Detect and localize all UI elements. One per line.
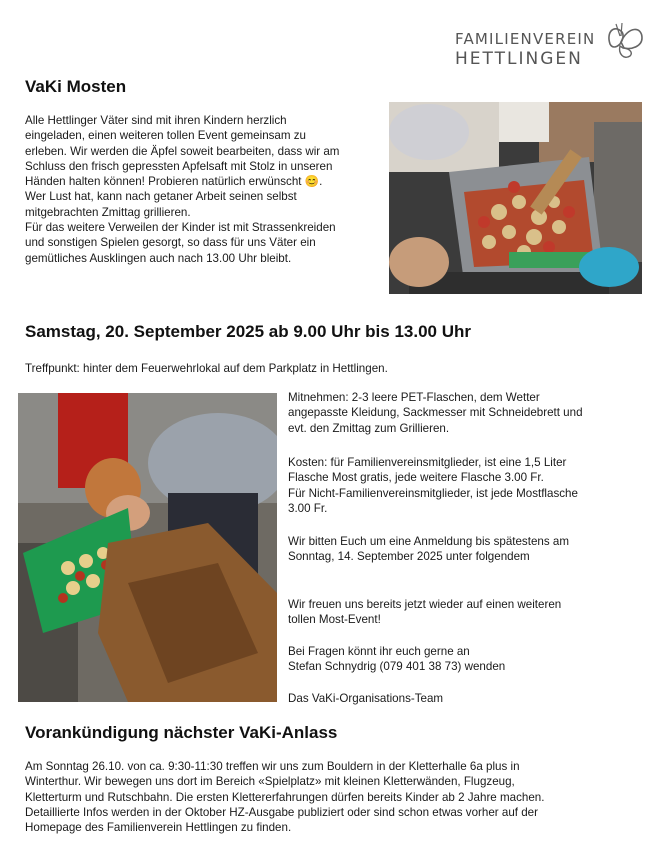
intro-paragraph <box>25 113 385 266</box>
text-line: eingeladen, einen weiteren tollen Event gemeinsam zu <box>25 129 307 143</box>
contact-line: Stefan Schnydrig (079 401 38 73) wenden <box>288 660 506 674</box>
bring-line: evt. den Zmittag zum Grillieren. <box>288 421 450 435</box>
text-line: Alle Hettlinger Väter sind mit ihren Kindern herzlich <box>25 114 287 127</box>
cost-line: Für Nicht-Familienvereinsmitglieder, ist jede Mostflasche <box>288 486 578 500</box>
cost-line: Flasche Most gratis, jede weitere Flasche 3.00 Fr. <box>288 471 544 485</box>
text-line: Wer Lust hat, kann nach getaner Arbeit seinen selbst <box>25 190 297 204</box>
event-details <box>288 390 640 436</box>
cost-line: Kosten: für Familienvereinsmitglieder, ist eine 1,5 Liter <box>288 456 567 469</box>
register-line: Wir bitten Euch um eine Anmeldung bis spätestens am <box>288 535 569 548</box>
text-line: Für das weitere Verweilen der Kinder ist mit Strassenkreiden <box>25 221 336 235</box>
text-line: und sonstigen Spielen gesorgt, so dass für uns Väter ein <box>25 236 316 250</box>
cost-line: 3.00 Fr. <box>288 501 328 515</box>
closing-line: Wir freuen uns bereits jetzt wieder auf einen weiteren <box>288 598 562 611</box>
cost-details <box>288 455 640 516</box>
contact-line: Bei Fragen könnt ihr euch gerne an <box>288 645 470 658</box>
text-line: gemütliches Ausklingen auch nach 13.00 Uhr bleibt. <box>25 251 292 265</box>
bring-line: angepasste Kleidung, Sackmesser mit Schneidebrett und <box>288 406 583 420</box>
logo-line-1: FAMILIENVEREIN <box>455 30 596 48</box>
section-title-vaki-mosten: VaKi Mosten <box>25 77 127 96</box>
meeting-point-text: Treffpunkt: hinter dem Feuerwehrlokal auf dem Parkplatz in Hettlingen. <box>25 362 388 375</box>
logo-line-2: HETTLINGEN <box>455 49 583 69</box>
contact-details <box>288 644 640 675</box>
registration-details <box>288 534 640 565</box>
child-apples-photo <box>18 393 277 702</box>
butterfly-logo-icon <box>604 18 646 64</box>
next-event-paragraph <box>25 759 635 835</box>
closing-line: tollen Most-Event! <box>288 613 381 627</box>
text-line: Am Sonntag 26.10. von ca. 9:30-11:30 treffen wir uns zum Bouldern in der Kletterhalle 6a plus in <box>25 760 520 773</box>
event-datetime-heading: Samstag, 20. September 2025 ab 9.00 Uhr bis 13.00 Uhr <box>25 322 471 341</box>
bring-line: Mitnehmen: 2-3 leere PET-Flaschen, dem Wetter <box>288 391 540 404</box>
text-line: Händen halten können! Probieren natürlich erwünscht 😊. <box>25 175 323 189</box>
text-line: mitgebrachten Zmittag grillieren. <box>25 205 191 219</box>
text-line: Schluss den frisch gepressten Apfelsaft mit Stolz in unseren <box>25 159 333 173</box>
text-line: Kletterturm und Rutschbahn. Die ersten Klettererfahrungen dürfen bereits Kinder ab 2 Jahre machen. <box>25 790 545 804</box>
text-line: Winterthur. Wir bewegen uns dort im Bereich «Spielplatz» mit kleinen Kletterwänden, Flugzeug, <box>25 775 515 789</box>
closing-remark <box>288 597 640 628</box>
text-line: Detaillierte Infos werden in der Oktober HZ-Ausgabe publiziert oder sind schon etwas vorher auf der <box>25 805 538 819</box>
text-line: erleben. Wir werden die Äpfel soweit bearbeiten, dass wir am <box>25 144 340 158</box>
text-line: Homepage des Familienverein Hettlingen zu finden. <box>25 821 292 835</box>
apple-crushing-photo <box>389 102 642 294</box>
register-line: Sonntag, 14. September 2025 unter folgendem <box>288 550 530 564</box>
section-title-next-event: Vorankündigung nächster VaKi-Anlass <box>25 723 338 742</box>
signature: Das VaKi-Organisations-Team <box>288 692 444 705</box>
